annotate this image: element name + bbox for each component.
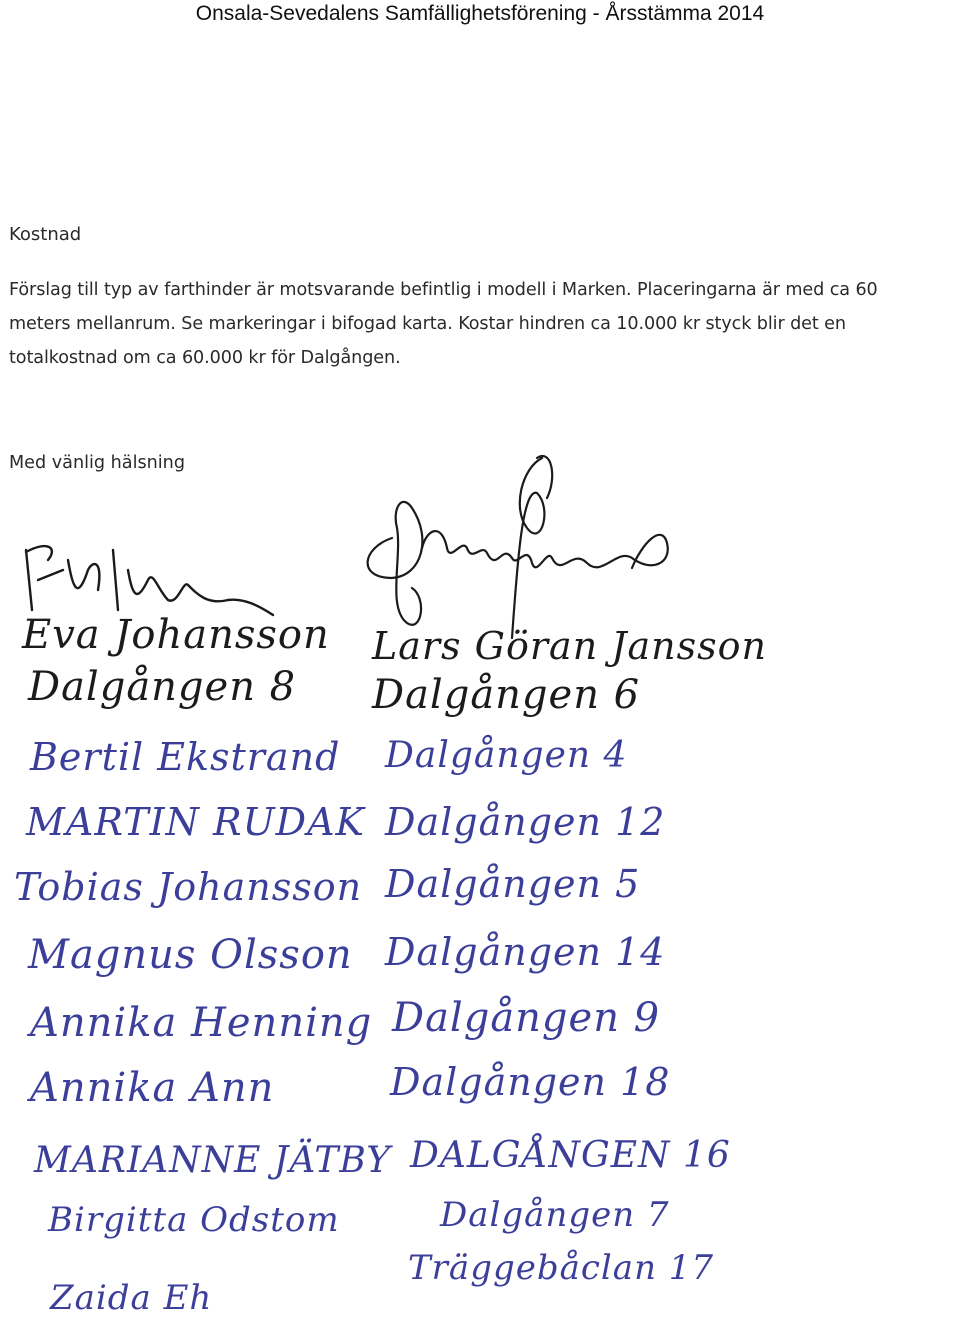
section-heading: Kostnad <box>9 224 82 245</box>
paragraph-line: totalkostnad om ca 60.000 kr för Dalgången. <box>9 348 401 368</box>
signatory-address: Dalgången 12 <box>385 800 666 844</box>
signatory-name: MARTIN RUDAK <box>26 800 365 844</box>
signatory-address: Dalgången 8 <box>28 664 297 710</box>
signatory-address: Dalgången 18 <box>390 1060 671 1104</box>
signatory-address: Dalgången 4 <box>385 735 628 776</box>
signatory-address: Dalgången 6 <box>372 672 641 718</box>
paragraph-line: meters mellanrum. Se markeringar i bifogad karta. Kostar hindren ca 10.000 kr styck blir det en <box>9 314 846 334</box>
handwritten-signature-right <box>352 448 682 648</box>
signatory-address: Dalgången 14 <box>385 930 666 974</box>
signatory-address: Dalgången 7 <box>440 1195 670 1235</box>
signatory-name: Lars Göran Jansson <box>372 624 767 668</box>
signatory-name: MARIANNE JÄTBY <box>34 1140 391 1181</box>
greeting: Med vänlig hälsning <box>9 453 185 473</box>
signatory-name: Magnus Olsson <box>28 932 353 978</box>
paragraph-line: Förslag till typ av farthinder är motsvarande befintlig i modell i Marken. Placeringarna är med ca 60 <box>9 280 878 300</box>
signatory-address: Träggebåclan 17 <box>408 1248 715 1288</box>
signatory-name: Zaida Eh <box>50 1278 213 1318</box>
signatory-name: Tobias Johansson <box>14 865 363 909</box>
document-header: Onsala-Sevedalens Samfällighetsförening - Årsstämma 2014 <box>195 2 765 25</box>
signatory-name: Annika Ann <box>30 1065 275 1111</box>
handwritten-signature-left <box>18 530 278 620</box>
signatory-address: Dalgången 5 <box>385 862 641 906</box>
signatory-address: Dalgången 9 <box>392 995 661 1041</box>
signatory-name: Birgitta Odstom <box>48 1200 340 1240</box>
signatory-name: Annika Henning <box>30 1000 373 1046</box>
signatory-address: DALGÅNGEN 16 <box>410 1135 731 1176</box>
signatory-name: Bertil Ekstrand <box>30 735 341 779</box>
signatory-name: Eva Johansson <box>22 612 330 658</box>
